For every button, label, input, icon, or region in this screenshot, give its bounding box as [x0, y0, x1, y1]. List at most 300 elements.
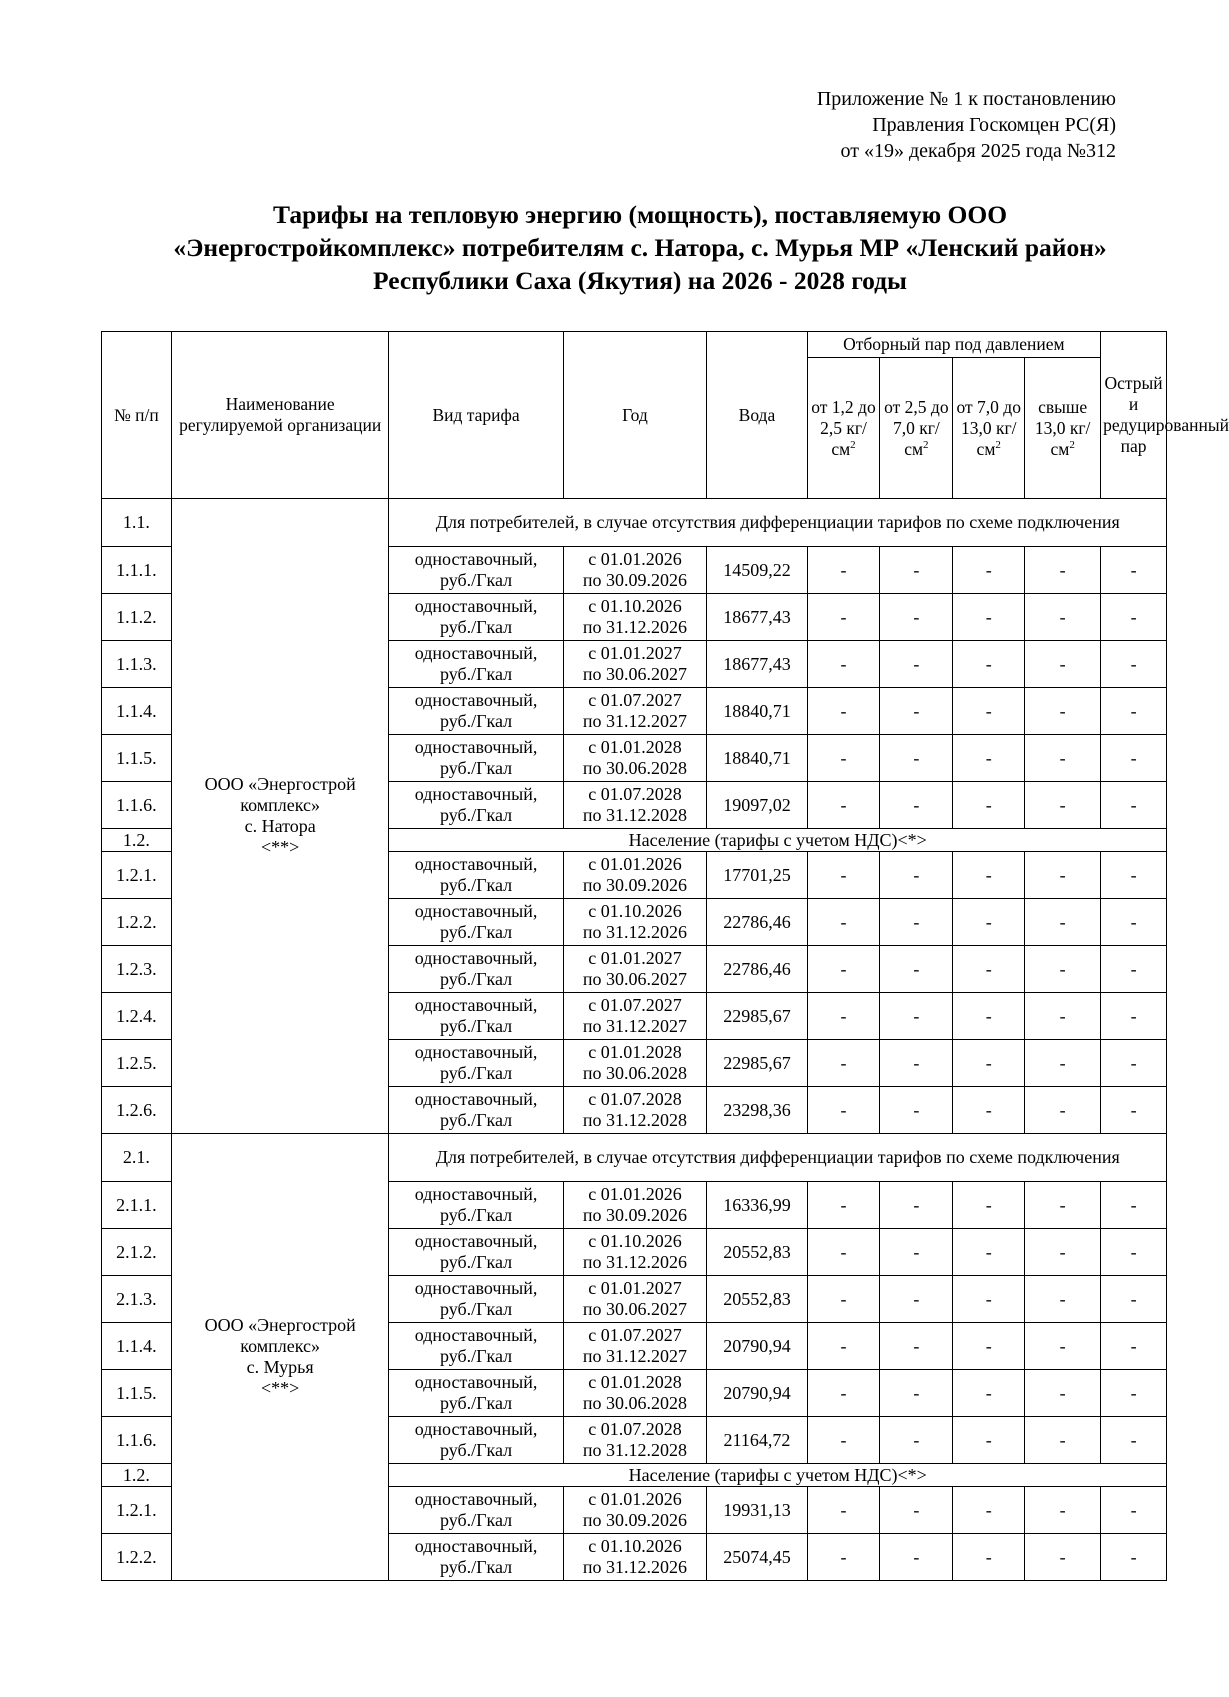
organization-name-line: <**> — [261, 837, 300, 857]
steam-1-2-5-value: - — [807, 852, 880, 899]
appendix-line: Правления Госкомцен РС(Я) — [872, 114, 1116, 136]
period — [563, 1087, 707, 1134]
tariff-type — [389, 899, 563, 946]
steam-2-5-7-value: - — [880, 547, 953, 594]
row-number: 1.2.2. — [102, 899, 172, 946]
steam-2-5-7-value: - — [880, 852, 953, 899]
period-to: по 30.06.2028 — [582, 1393, 688, 1413]
period — [563, 1323, 707, 1370]
tariff-type-line: руб./Гкал — [439, 758, 513, 778]
steam-1-2-5-value: - — [807, 1323, 880, 1370]
sharp-steam-value: - — [1101, 547, 1167, 594]
period-to: по 30.06.2027 — [582, 664, 688, 684]
steam-1-2-5-value: - — [807, 1276, 880, 1323]
header-unit-exp: 2 — [850, 438, 856, 451]
tariff-type-line: руб./Гкал — [439, 805, 513, 825]
steam-above-13-value: - — [1025, 594, 1101, 641]
tariff-type-line: руб./Гкал — [439, 1557, 513, 1577]
steam-above-13-value: - — [1025, 1229, 1101, 1276]
tariff-type-line: одноставочный, — [414, 1536, 538, 1556]
steam-above-13-value: - — [1025, 852, 1101, 899]
sharp-steam-value: - — [1101, 899, 1167, 946]
tariff-type-line: руб./Гкал — [439, 875, 513, 895]
steam-above-13-value: - — [1025, 1087, 1101, 1134]
steam-1-2-5-value: - — [807, 594, 880, 641]
period-from: с 01.01.2027 — [588, 643, 682, 663]
period — [563, 594, 707, 641]
steam-2-5-7-value: - — [880, 899, 953, 946]
steam-2-5-7-value: - — [880, 594, 953, 641]
period — [563, 688, 707, 735]
section-title: Население (тарифы с учетом НДС)<*> — [389, 829, 1167, 852]
steam-above-13-value: - — [1025, 1276, 1101, 1323]
steam-7-13-value: - — [953, 852, 1025, 899]
header-unit: см — [1050, 438, 1070, 459]
steam-7-13-value: - — [953, 993, 1025, 1040]
steam-1-2-5-value: - — [807, 1087, 880, 1134]
row-number: 2.1.2. — [102, 1229, 172, 1276]
organization-name — [171, 1134, 389, 1581]
tariff-type-line: одноставочный, — [414, 1489, 538, 1509]
sharp-steam-value: - — [1101, 688, 1167, 735]
period — [563, 1040, 707, 1087]
steam-7-13-value: - — [953, 1182, 1025, 1229]
period-from: с 01.01.2028 — [588, 1372, 682, 1392]
organization-name-line: комплекс» — [240, 1336, 321, 1356]
row-number: 2.1. — [102, 1134, 172, 1182]
period — [563, 547, 707, 594]
period-to: по 30.09.2026 — [582, 1205, 688, 1225]
tariff-type — [389, 735, 563, 782]
steam-1-2-5-value: - — [807, 1487, 880, 1534]
steam-7-13-value: - — [953, 1417, 1025, 1464]
period-from: с 01.07.2027 — [588, 690, 682, 710]
water-tariff: 16336,99 — [707, 1182, 807, 1229]
steam-2-5-7-value: - — [880, 1323, 953, 1370]
header-type: Вид тарифа — [389, 332, 563, 499]
tariff-type-line: одноставочный, — [414, 643, 538, 663]
header-pressure-label: свыше 13,0 кг/ — [1034, 396, 1091, 438]
period-from: с 01.10.2026 — [588, 596, 682, 616]
tariff-type-line: руб./Гкал — [439, 922, 513, 942]
tariff-type-line: одноставочный, — [414, 1278, 538, 1298]
water-tariff: 19097,02 — [707, 782, 807, 829]
steam-2-5-7-value: - — [880, 641, 953, 688]
period-to: по 31.12.2028 — [582, 1110, 688, 1130]
period-from: с 01.10.2026 — [588, 1231, 682, 1251]
water-tariff: 22786,46 — [707, 899, 807, 946]
steam-1-2-5-value: - — [807, 1040, 880, 1087]
period — [563, 641, 707, 688]
header-pressure-label: от 2,5 до 7,0 кг/ — [884, 396, 949, 438]
steam-7-13-value: - — [953, 1040, 1025, 1087]
steam-1-2-5-value: - — [807, 641, 880, 688]
period — [563, 735, 707, 782]
steam-1-2-5-value: - — [807, 688, 880, 735]
section-title: Для потребителей, в случае отсутствия дифференциации тарифов по схеме подключения — [389, 1134, 1167, 1182]
tariff-type — [389, 946, 563, 993]
sharp-steam-value: - — [1101, 641, 1167, 688]
period-to: по 31.12.2028 — [582, 805, 688, 825]
tariff-type — [389, 688, 563, 735]
steam-above-13-value: - — [1025, 1534, 1101, 1581]
steam-2-5-7-value: - — [880, 735, 953, 782]
organization-name-line: с. Натора — [244, 816, 316, 836]
steam-above-13-value: - — [1025, 735, 1101, 782]
water-tariff: 20790,94 — [707, 1323, 807, 1370]
steam-7-13-value: - — [953, 547, 1025, 594]
steam-above-13-value: - — [1025, 946, 1101, 993]
sharp-steam-value: - — [1101, 782, 1167, 829]
sharp-steam-value: - — [1101, 1417, 1167, 1464]
tariff-type-line: одноставочный, — [414, 948, 538, 968]
sharp-steam-value: - — [1101, 1276, 1167, 1323]
period-to: по 31.12.2026 — [582, 922, 688, 942]
water-tariff: 22985,67 — [707, 993, 807, 1040]
header-unit-exp: 2 — [1069, 438, 1075, 451]
water-tariff: 20552,83 — [707, 1276, 807, 1323]
steam-1-2-5-value: - — [807, 899, 880, 946]
tariff-type — [389, 782, 563, 829]
period-from: с 01.10.2026 — [588, 1536, 682, 1556]
appendix-line: от «19» декабря 2025 года №312 — [840, 140, 1116, 162]
steam-above-13-value: - — [1025, 1370, 1101, 1417]
steam-above-13-value: - — [1025, 782, 1101, 829]
steam-1-2-5-value: - — [807, 1229, 880, 1276]
tariff-type — [389, 1087, 563, 1134]
steam-7-13-value: - — [953, 1276, 1025, 1323]
row-number: 1.1.6. — [102, 1417, 172, 1464]
tariff-type-line: одноставочный, — [414, 901, 538, 921]
steam-7-13-value: - — [953, 1323, 1025, 1370]
tariff-type-line: руб./Гкал — [439, 1063, 513, 1083]
period — [563, 1534, 707, 1581]
period-to: по 31.12.2026 — [582, 617, 688, 637]
tariff-type-line: руб./Гкал — [439, 1205, 513, 1225]
tariff-type-line: руб./Гкал — [439, 711, 513, 731]
row-number: 1.1.6. — [102, 782, 172, 829]
steam-above-13-value: - — [1025, 1040, 1101, 1087]
document-title: Тарифы на тепловую энергию (мощность), поставляемую ООО «Энергостройкомплекс» потребителям с. Натора, с. Мурья МР «Ленский район» Республики Саха (Якутия) на 2026 - 2028 годы — [173, 200, 1107, 295]
steam-1-2-5-value: - — [807, 1417, 880, 1464]
steam-above-13-value: - — [1025, 641, 1101, 688]
period-from: с 01.01.2027 — [588, 1278, 682, 1298]
steam-1-2-5-value: - — [807, 1370, 880, 1417]
row-number: 1.2.3. — [102, 946, 172, 993]
steam-2-5-7-value: - — [880, 993, 953, 1040]
period — [563, 1229, 707, 1276]
section-title: Для потребителей, в случае отсутствия дифференциации тарифов по схеме подключения — [389, 499, 1167, 547]
steam-2-5-7-value: - — [880, 1182, 953, 1229]
tariff-type-line: руб./Гкал — [439, 1016, 513, 1036]
period — [563, 1276, 707, 1323]
steam-1-2-5-value: - — [807, 782, 880, 829]
steam-above-13-value: - — [1025, 993, 1101, 1040]
row-number: 1.2.5. — [102, 1040, 172, 1087]
tariff-type-line: одноставочный, — [414, 784, 538, 804]
water-tariff: 25074,45 — [707, 1534, 807, 1581]
water-tariff: 22786,46 — [707, 946, 807, 993]
period — [563, 1417, 707, 1464]
water-tariff: 18840,71 — [707, 735, 807, 782]
row-number: 1.1. — [102, 499, 172, 547]
steam-2-5-7-value: - — [880, 1040, 953, 1087]
header-sharp-steam: Острый и редуцированный пар — [1101, 332, 1167, 499]
tariff-type-line: одноставочный, — [414, 854, 538, 874]
steam-above-13-value: - — [1025, 547, 1101, 594]
period — [563, 946, 707, 993]
period — [563, 993, 707, 1040]
period-to: по 31.12.2026 — [582, 1252, 688, 1272]
row-number: 1.2.1. — [102, 1487, 172, 1534]
tariff-type-line: руб./Гкал — [439, 1110, 513, 1130]
sharp-steam-value: - — [1101, 1534, 1167, 1581]
tariff-type-line: одноставочный, — [414, 1325, 538, 1345]
period-to: по 30.09.2026 — [582, 1510, 688, 1530]
water-tariff: 19931,13 — [707, 1487, 807, 1534]
steam-7-13-value: - — [953, 641, 1025, 688]
row-number: 1.2. — [102, 829, 172, 852]
steam-7-13-value: - — [953, 594, 1025, 641]
period-to: по 30.06.2027 — [582, 1299, 688, 1319]
steam-2-5-7-value: - — [880, 1087, 953, 1134]
tariff-type — [389, 594, 563, 641]
row-number: 1.1.1. — [102, 547, 172, 594]
steam-7-13-value: - — [953, 899, 1025, 946]
steam-2-5-7-value: - — [880, 1534, 953, 1581]
period-from: с 01.07.2028 — [588, 1419, 682, 1439]
tariff-type-line: одноставочный, — [414, 1419, 538, 1439]
steam-7-13-value: - — [953, 1370, 1025, 1417]
tariff-type-line: одноставочный, — [414, 549, 538, 569]
row-number: 1.1.4. — [102, 1323, 172, 1370]
period — [563, 782, 707, 829]
tariff-type-line: руб./Гкал — [439, 1510, 513, 1530]
tariff-type — [389, 1182, 563, 1229]
steam-7-13-value: - — [953, 1087, 1025, 1134]
tariff-type-line: одноставочный, — [414, 1184, 538, 1204]
tariff-type-line: руб./Гкал — [439, 1299, 513, 1319]
sharp-steam-value: - — [1101, 1087, 1167, 1134]
water-tariff: 18677,43 — [707, 641, 807, 688]
steam-2-5-7-value: - — [880, 946, 953, 993]
row-number: 1.2.2. — [102, 1534, 172, 1581]
tariff-type — [389, 993, 563, 1040]
row-number: 1.2. — [102, 1464, 172, 1487]
tariff-type-line: одноставочный, — [414, 737, 538, 757]
period-from: с 01.01.2026 — [588, 1489, 682, 1509]
tariff-type-line: руб./Гкал — [439, 570, 513, 590]
steam-1-2-5-value: - — [807, 735, 880, 782]
organization-name-line: ООО «Энергострой — [204, 1315, 356, 1335]
water-tariff: 17701,25 — [707, 852, 807, 899]
steam-2-5-7-value: - — [880, 688, 953, 735]
tariff-table-body — [102, 499, 1167, 1581]
tariff-type — [389, 1534, 563, 1581]
tariff-type-line: одноставочный, — [414, 995, 538, 1015]
tariff-type — [389, 1323, 563, 1370]
water-tariff: 18677,43 — [707, 594, 807, 641]
steam-2-5-7-value: - — [880, 1487, 953, 1534]
period-from: с 01.07.2028 — [588, 1089, 682, 1109]
period-from: с 01.07.2028 — [588, 784, 682, 804]
header-water: Вода — [707, 332, 807, 499]
header-pressure-1 — [807, 358, 880, 499]
tariff-type — [389, 1487, 563, 1534]
sharp-steam-value: - — [1101, 1487, 1167, 1534]
period-to: по 30.06.2028 — [582, 758, 688, 778]
header-unit-exp: 2 — [995, 438, 1001, 451]
steam-2-5-7-value: - — [880, 1276, 953, 1323]
sharp-steam-value: - — [1101, 594, 1167, 641]
period-from: с 01.01.2026 — [588, 1184, 682, 1204]
period-from: с 01.07.2027 — [588, 995, 682, 1015]
row-number: 1.1.3. — [102, 641, 172, 688]
steam-7-13-value: - — [953, 946, 1025, 993]
steam-7-13-value: - — [953, 688, 1025, 735]
row-number: 2.1.3. — [102, 1276, 172, 1323]
tariff-type-line: руб./Гкал — [439, 1346, 513, 1366]
period-to: по 31.12.2028 — [582, 1440, 688, 1460]
period-to: по 30.06.2028 — [582, 1063, 688, 1083]
section-row — [102, 1134, 1167, 1182]
period-from: с 01.10.2026 — [588, 901, 682, 921]
steam-above-13-value: - — [1025, 688, 1101, 735]
row-number: 1.2.4. — [102, 993, 172, 1040]
steam-1-2-5-value: - — [807, 946, 880, 993]
period-to: по 31.12.2027 — [582, 1016, 688, 1036]
section-row — [102, 499, 1167, 547]
header-unit: см — [831, 438, 851, 459]
sharp-steam-value: - — [1101, 1323, 1167, 1370]
steam-above-13-value: - — [1025, 1487, 1101, 1534]
water-tariff: 23298,36 — [707, 1087, 807, 1134]
period-from: с 01.01.2028 — [588, 1042, 682, 1062]
header-unit-exp: 2 — [923, 438, 929, 451]
row-number: 1.1.5. — [102, 735, 172, 782]
header-pressure-label: от 1,2 до 2,5 кг/ — [811, 396, 876, 438]
header-pressure-label: от 7,0 до 13,0 кг/ — [956, 396, 1021, 438]
tariff-type-line: одноставочный, — [414, 690, 538, 710]
tariff-type — [389, 1276, 563, 1323]
steam-2-5-7-value: - — [880, 1229, 953, 1276]
period — [563, 1182, 707, 1229]
steam-above-13-value: - — [1025, 1323, 1101, 1370]
steam-above-13-value: - — [1025, 1417, 1101, 1464]
sharp-steam-value: - — [1101, 1182, 1167, 1229]
sharp-steam-value: - — [1101, 735, 1167, 782]
steam-above-13-value: - — [1025, 1182, 1101, 1229]
tariff-type-line: одноставочный, — [414, 1231, 538, 1251]
header-pressure-4 — [1025, 358, 1101, 499]
steam-2-5-7-value: - — [880, 782, 953, 829]
organization-name-line: с. Мурья — [246, 1357, 314, 1377]
sharp-steam-value: - — [1101, 993, 1167, 1040]
period-to: по 31.12.2026 — [582, 1557, 688, 1577]
steam-7-13-value: - — [953, 782, 1025, 829]
tariff-type — [389, 1417, 563, 1464]
tariff-type-line: руб./Гкал — [439, 1252, 513, 1272]
water-tariff: 20552,83 — [707, 1229, 807, 1276]
tariff-type-line: руб./Гкал — [439, 617, 513, 637]
sharp-steam-value: - — [1101, 946, 1167, 993]
period-to: по 30.09.2026 — [582, 570, 688, 590]
organization-name — [171, 499, 389, 1134]
period-to: по 31.12.2027 — [582, 1346, 688, 1366]
period — [563, 1370, 707, 1417]
row-number: 2.1.1. — [102, 1182, 172, 1229]
period-from: с 01.01.2026 — [588, 549, 682, 569]
period-from: с 01.01.2027 — [588, 948, 682, 968]
tariff-type — [389, 641, 563, 688]
tariff-type-line: руб./Гкал — [439, 664, 513, 684]
steam-1-2-5-value: - — [807, 993, 880, 1040]
steam-7-13-value: - — [953, 735, 1025, 782]
tariff-type — [389, 1229, 563, 1276]
header-org: Наименование регулируемой организации — [171, 332, 389, 499]
tariff-table — [101, 331, 1229, 1581]
steam-1-2-5-value: - — [807, 1182, 880, 1229]
header-pressure-2 — [880, 358, 953, 499]
tariff-type — [389, 547, 563, 594]
tariff-type — [389, 1040, 563, 1087]
row-number: 1.1.4. — [102, 688, 172, 735]
water-tariff: 14509,22 — [707, 547, 807, 594]
steam-7-13-value: - — [953, 1487, 1025, 1534]
organization-name-line: <**> — [261, 1378, 300, 1398]
steam-7-13-value: - — [953, 1534, 1025, 1581]
steam-2-5-7-value: - — [880, 1417, 953, 1464]
section-title: Население (тарифы с учетом НДС)<*> — [389, 1464, 1167, 1487]
period-from: с 01.01.2028 — [588, 737, 682, 757]
appendix-line: Приложение № 1 к постановлению — [816, 88, 1116, 110]
header-year: Год — [563, 332, 707, 499]
header-steam-group: Отборный пар под давлением — [807, 332, 1101, 358]
sharp-steam-value: - — [1101, 1370, 1167, 1417]
row-number: 1.1.5. — [102, 1370, 172, 1417]
period — [563, 899, 707, 946]
water-tariff: 21164,72 — [707, 1417, 807, 1464]
steam-2-5-7-value: - — [880, 1370, 953, 1417]
tariff-type-line: одноставочный, — [414, 596, 538, 616]
steam-above-13-value: - — [1025, 899, 1101, 946]
tariff-type-line: одноставочный, — [414, 1042, 538, 1062]
period — [563, 852, 707, 899]
steam-7-13-value: - — [953, 1229, 1025, 1276]
header-unit: см — [976, 438, 996, 459]
period-from: с 01.07.2027 — [588, 1325, 682, 1345]
water-tariff: 20790,94 — [707, 1370, 807, 1417]
tariff-type-line: руб./Гкал — [439, 1393, 513, 1413]
period-to: по 31.12.2027 — [582, 711, 688, 731]
header-unit: см — [904, 438, 924, 459]
tariff-type — [389, 1370, 563, 1417]
water-tariff: 22985,67 — [707, 1040, 807, 1087]
tariff-type-line: одноставочный, — [414, 1372, 538, 1392]
tariff-type-line: одноставочный, — [414, 1089, 538, 1109]
water-tariff: 18840,71 — [707, 688, 807, 735]
sharp-steam-value: - — [1101, 1040, 1167, 1087]
period-from: с 01.01.2026 — [588, 854, 682, 874]
header-pressure-3 — [953, 358, 1025, 499]
row-number: 1.1.2. — [102, 594, 172, 641]
tariff-type-line: руб./Гкал — [439, 969, 513, 989]
steam-1-2-5-value: - — [807, 1534, 880, 1581]
period — [563, 1487, 707, 1534]
sharp-steam-value: - — [1101, 1229, 1167, 1276]
period-to: по 30.09.2026 — [582, 875, 688, 895]
tariff-type-line: руб./Гкал — [439, 1440, 513, 1460]
